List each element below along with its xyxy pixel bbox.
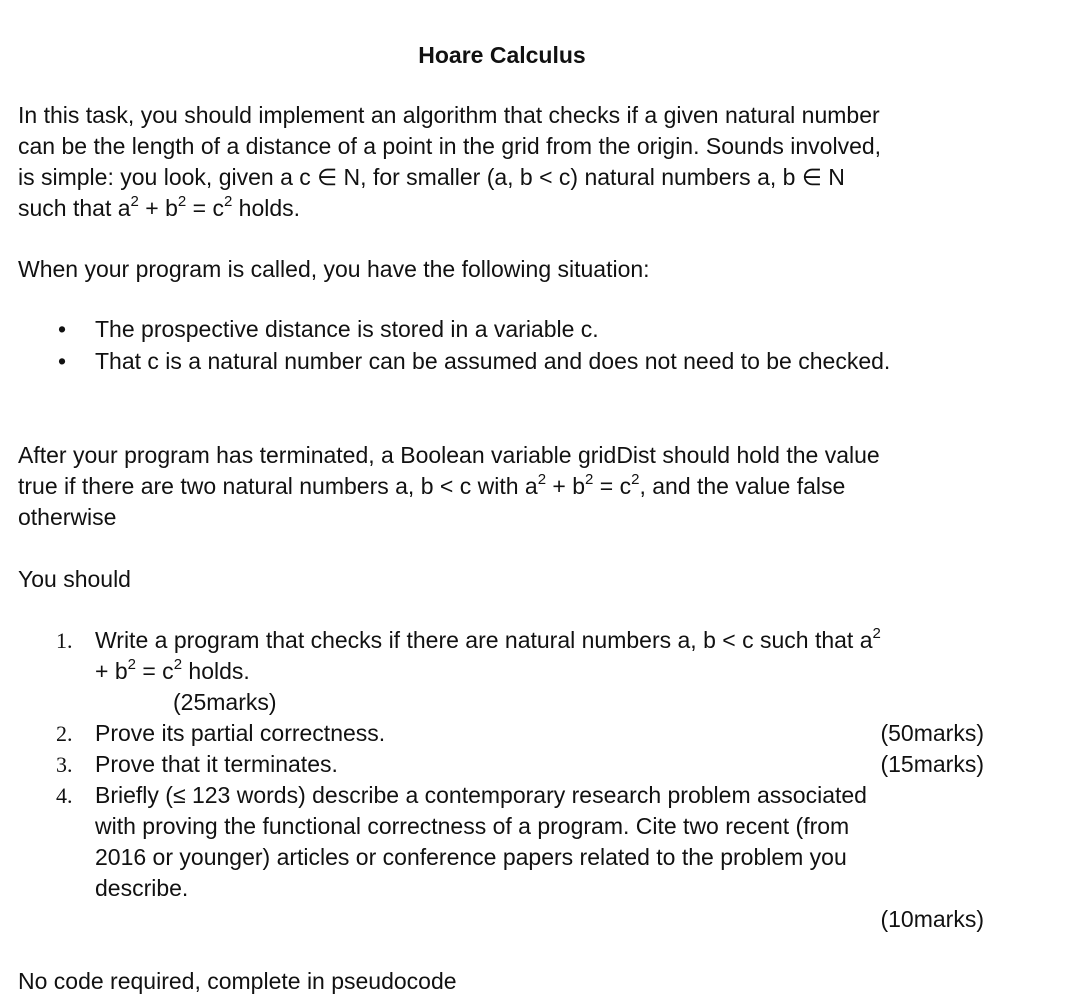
intro-text: holds. [232, 195, 301, 221]
after-text: = c [593, 473, 632, 499]
intro-text: = c [186, 195, 224, 221]
intro-line: is simple: you look, given a c ∈ N, for smaller (a, b < c) natural numbers a, b ∈ N [18, 164, 845, 190]
intro-text: + b [138, 195, 178, 221]
task-marks: (25marks) [173, 689, 277, 715]
you-should-heading: You should [18, 566, 131, 592]
task-text: = c [135, 658, 174, 684]
after-line: After your program has terminated, a Boolean variable gridDist should hold the value [18, 442, 880, 468]
list-item [18, 346, 993, 378]
list-item-text: The prospective distance is stored in a variable c. [95, 316, 599, 342]
document-body [18, 38, 993, 997]
task-list [18, 625, 993, 935]
bullet-icon: • [58, 348, 67, 374]
intro-paragraph [18, 100, 993, 224]
superscript: 2 [537, 471, 547, 488]
after-line: otherwise [18, 504, 117, 530]
task-line: with proving the functional correctness of a program. Cite two recent (from [95, 813, 850, 839]
task-row [95, 749, 984, 780]
task-marks: (50marks) [880, 720, 984, 746]
footer-note: No code required, complete in pseudocode [18, 968, 457, 994]
task-line: Briefly (≤ 123 words) describe a contemporary research problem associated [95, 782, 867, 808]
task-marks: (15marks) [880, 751, 984, 777]
bullet-icon: • [58, 316, 67, 342]
situation-list [18, 314, 993, 378]
task-text: Write a program that checks if there are natural numbers a, b < c such that a [95, 627, 873, 653]
superscript: 2 [631, 471, 640, 488]
task-item [18, 780, 993, 935]
task-number: 1. [56, 628, 73, 653]
task-line: describe. [95, 875, 189, 901]
task-line [95, 625, 993, 656]
postcondition-paragraph [18, 440, 993, 533]
task-text: holds. [182, 658, 250, 684]
intro-line: can be the length of a distance of a point in the grid from the origin. Sounds involved, [18, 133, 882, 159]
superscript: 2 [127, 656, 136, 673]
intro-text: such that a [18, 195, 131, 221]
task-text: Prove its partial correctness. [95, 720, 386, 746]
task-row [95, 718, 984, 749]
task-item [18, 718, 993, 749]
task-number: 3. [56, 752, 73, 777]
task-marks: (10marks) [880, 906, 984, 932]
after-text: , and the value false [639, 473, 846, 499]
task-text: Prove that it terminates. [95, 751, 338, 777]
superscript: 2 [173, 656, 183, 673]
situation-paragraph: When your program is called, you have the following situation: [18, 256, 650, 282]
task-line: 2016 or younger) articles or conference papers related to the problem you [95, 844, 847, 870]
task-number: 4. [56, 783, 73, 808]
superscript: 2 [223, 193, 233, 210]
title-wrap [18, 38, 986, 72]
superscript: 2 [872, 625, 881, 642]
list-item [18, 314, 993, 346]
task-item [18, 749, 993, 780]
list-item-text: That c is a natural number can be assumed and does not need to be checked. [95, 348, 891, 374]
after-line [18, 471, 993, 502]
after-text: + b [546, 473, 586, 499]
task-line [95, 656, 993, 687]
after-text: true if there are two natural numbers a, b < c with a [18, 473, 538, 499]
page-title: Hoare Calculus [418, 42, 586, 68]
intro-line [18, 193, 993, 224]
superscript: 2 [130, 193, 139, 210]
task-item [18, 625, 993, 718]
superscript: 2 [177, 193, 187, 210]
superscript: 2 [585, 471, 594, 488]
task-text: + b [95, 658, 128, 684]
intro-line: In this task, you should implement an algorithm that checks if a given natural number [18, 102, 880, 128]
task-number: 2. [56, 721, 73, 746]
